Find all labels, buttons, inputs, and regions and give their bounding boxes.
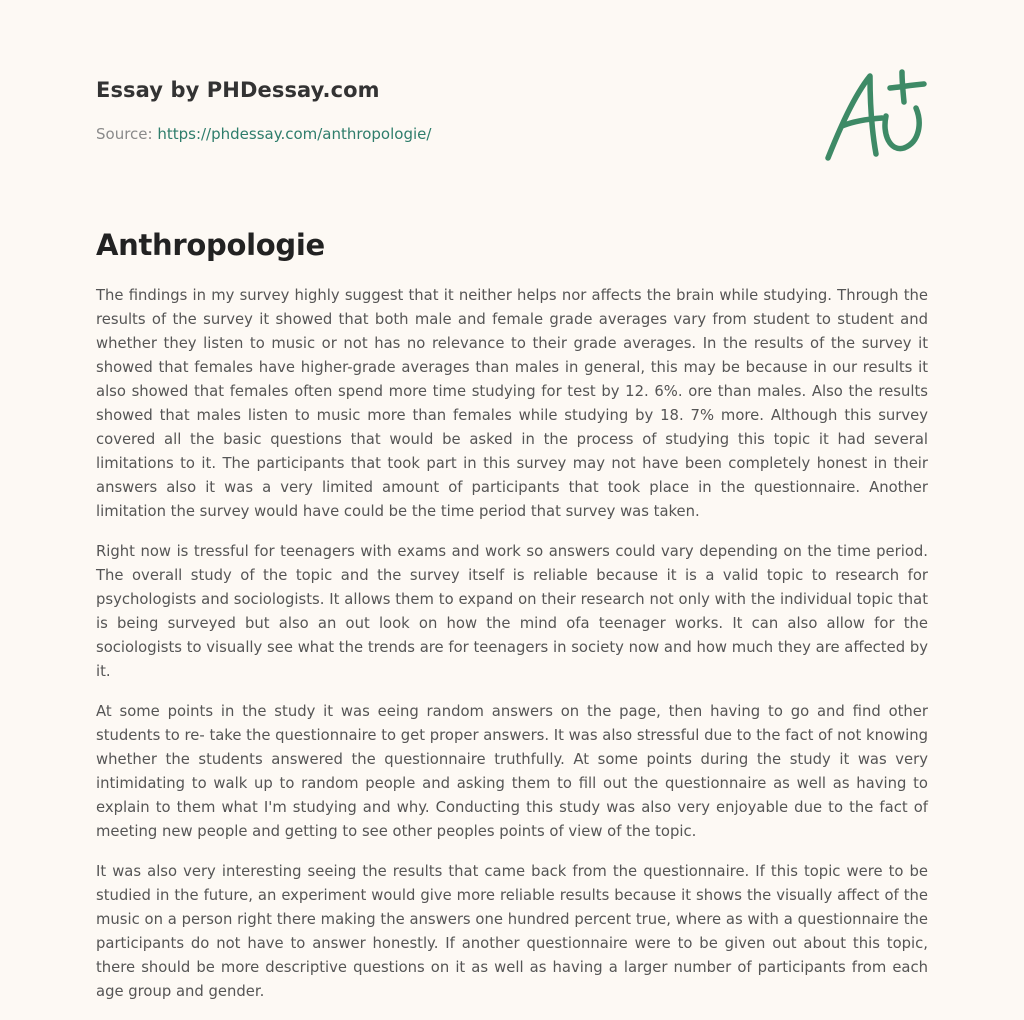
source-link[interactable]: https://phdessay.com/anthropologie/ <box>157 125 432 143</box>
essay-paragraph: Right now is tressful for teenagers with exams and work so answers could vary depending on the time period. The overall study of the topic and the survey itself is reliable because it is a valid topic to research for psychologists and sociologists. It allows them to expand on their research not only with the individual topic that is being surveyed but also an out look on how the mind ofa teenager works. It can also allow for the sociologists to visually see what the trends are for teenagers in society now and how much they are affected by it. <box>96 543 928 680</box>
a-plus-grade-logo-icon <box>820 66 928 166</box>
essay-paragraph: At some points in the study it was eeing random answers on the page, then having to go and find other students to re- take the questionnaire to get proper answers. It was also stressful due to the fact of not knowing whether the students answered the questionnaire truthfully. At some points during the study it was very intimidating to walk up to random people and asking them to fill out the questionnaire as well as having to explain to them what I'm studying and why. Conducting this study was also very enjoyable due to the fact of meeting new people and getting to see other peoples points of view of the topic. <box>96 703 929 840</box>
essay-title: Anthropologie <box>96 228 325 262</box>
essay-body <box>96 284 928 1020</box>
essay-paragraph: The findings in my survey highly suggest that it neither helps nor affects the brain while studying. Through the results of the survey it showed that both male and female grade averages vary from student to student and whether they listen to music or not has no relevance to their grade averages. In the results of the survey it showed that females have higher-grade averages than males in general, this may be because in our results it also showed that females often spend more time studying for test by 12. 6%. ore than males. Also the results showed that males listen to music more than females while studying by 18. 7% more. Although this survey covered all the basic questions that would be asked in the process of studying this topic it had several limitations to it. The participants that took part in this survey may not have been completely honest in their answers also it was a very limited amount of participants that took place in the questionnaire. Another limitation the survey would have could be the time period that survey was taken. <box>96 287 928 520</box>
essay-paragraph: It was also very interesting seeing the results that came back from the questionnaire. If this topic were to be studied in the future, an experiment would give more reliable results because it shows the visually affect of the music on a person right there making the answers one hundred percent true, where as with a questionnaire the participants do not have to answer honestly. If another questionnaire were to be given out about this topic, there should be more descriptive questions on it as well as having a larger number of participants from each age group and gender. <box>96 863 928 1000</box>
source-line <box>96 124 928 144</box>
page-header <box>96 76 928 144</box>
source-label: Source: <box>96 125 158 143</box>
brand-title: Essay by PHDessay.com <box>96 78 380 102</box>
